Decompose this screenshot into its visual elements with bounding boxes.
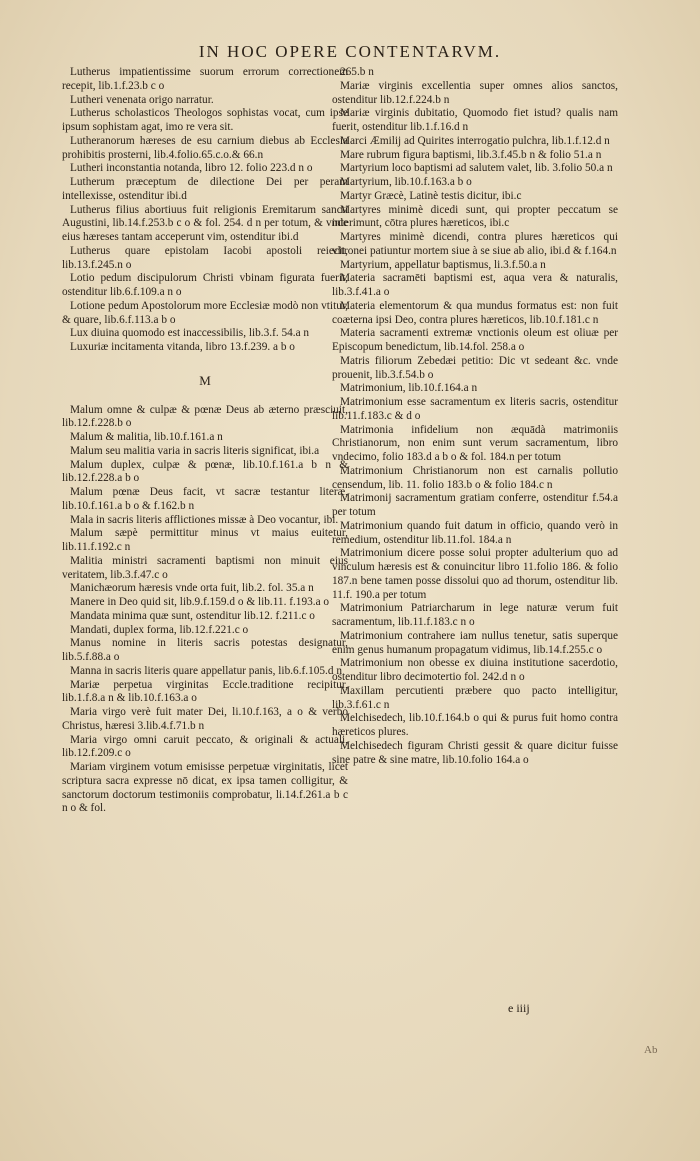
index-entry: Lutheranorum hæreses de esu carnium diebus ab Ecclesia prohibitis prosterni, lib.4.folio.65.c.o.& 66.n (62, 134, 348, 161)
index-entry: Lutherus scholasticos Theologos sophistas vocat, cum ipse ipsum sophistam agat, imo re vera sit. (62, 107, 348, 133)
index-entry: Mariæ perpetua virginitas Eccle.traditione recipitur, lib.1.f.8.a n & lib.10.f.163.a o (62, 678, 348, 705)
index-entry: Manere in Deo quid sit, lib.9.f.159.d o & lib.11. f.193.a o (70, 596, 330, 608)
index-entry: Mare rubrum figura baptismi, lib.3.f.45.b n & folio 51.a n (340, 148, 602, 161)
index-entry: Mariæ virginis excellentia super omnes alios sanctos, ostenditur lib.12.f.224.b n (332, 79, 618, 106)
index-entry: Malum pœnæ Deus facit, vt sacræ testantur literæ, lib.10.f.161.a b o & f.162.b n (62, 486, 348, 512)
index-entry: Malum sæpè permittitur minus vt maius euitetur, lib.11.f.192.c n (62, 527, 348, 553)
index-entry: Lutherus quare epistolam Iacobi apostoli reiecit, lib.13.f.245.n o (62, 244, 348, 271)
index-entry: Mala in sacris literis afflictiones missæ à Deo vocantur, ibi. (70, 513, 339, 526)
index-entry: Malitia ministri sacramenti baptismi non minuit eius veritatem, lib.3.f.47.c o (62, 554, 348, 581)
index-entry: Mandata minima quæ sunt, ostenditur lib.12. f.211.c o (70, 609, 315, 622)
index-entry: Luxuriæ incitamenta vitanda, libro 13.f.239. a b o (70, 341, 295, 353)
index-entry: Maria virgo omni caruit peccato, & originali & actuali, lib.12.f.209.c o (62, 733, 348, 760)
index-entry: Matrimonium, lib.10.f.164.a n (340, 382, 478, 395)
index-entry: Matrimonium quando fuit datum in officio, quando verò in remedium, ostenditur lib.11.fol. 184.a n (332, 519, 618, 546)
index-entry: Matrimonium Patriarcharum in lege naturæ verum fuit sacramentum, lib.11.f.183.c n o (332, 602, 618, 628)
index-entry: Martyrium, lib.10.f.163.a b o (340, 176, 472, 188)
index-entry: Martyres minimè dicendi, contra plures hæreticos qui vltronei patiuntur mortem siue à se siue ab alio, ibi.d & f.164.n (332, 231, 618, 257)
index-entry: Materia sacramēti baptismi est, aqua vera & naturalis, lib.3.f.41.a o (332, 272, 618, 298)
index-entry: Matrimonia infidelium non æquādà matrimoniis Christianorum, non enim sunt verum sacramentum, libro vndecimo, folio 183.d a b o & fol. 184.n per totum (332, 423, 618, 463)
index-entry: Matrimonium dicere posse solui propter adulterium quo ad vinculum hæresis est & conuincitur libro 11.folio 186. & folio 187.n bene tamen posse dissolui quo ad thorum, ostenditur lib. 11.f. 190.a per totum (332, 547, 618, 601)
index-entry: Malum duplex, culpæ & pœnæ, lib.10.f.161.a b n & lib.12.f.228.a b o (62, 458, 348, 485)
index-entry: Matrimonium non obesse ex diuina institutione sacerdotio, ostenditur libro decimotertio fol. 242.d n o (332, 657, 618, 683)
index-entry: Matrimonium contrahere iam nullus tenetur, satis superque enim genus humanum propagatum vidimus, lib.14.f.255.c o (332, 629, 618, 656)
left-entries-m (62, 404, 348, 817)
right-entries-m (332, 66, 618, 767)
index-entry: Matrimonium esse sacramentum ex literis sacris, ostenditur lib.11.f.183.c & d o (332, 396, 618, 422)
index-entry: Lotione pedum Apostolorum more Ecclesiæ modò non vtitur, & quare, lib.6.f.113.a b o (62, 299, 348, 326)
index-entry: Mariæ virginis dubitatio, Quomodo fiet istud? qualis nam fuerit, ostenditur lib.1.f.16.d n (332, 107, 618, 133)
running-head: IN HOC OPERE CONTENTARVM. (198, 42, 502, 61)
catchword: Ab (644, 1044, 658, 1056)
index-entry: Manna in sacris literis quare appellatur panis, lib.6.f.105.d n (70, 664, 342, 677)
index-entry: Lutherus filius abortiuus fuit religionis Eremitarum sancti Augustini, lib.14.f.253.b c o & fol. 254. d n per totum, & vnde eius hæreses tantam acceperunt vim, ostenditur ibi.d (62, 203, 348, 243)
index-entry: Mandati, duplex forma, lib.12.f.221.c o (70, 623, 249, 636)
index-column-left (62, 66, 348, 816)
index-entry: Lutheri venenata origo narratur. (70, 93, 214, 106)
index-entry: Lutherus impatientissime suorum errorum correctionem recepit, lib.1.f.23.b c o (62, 66, 348, 92)
left-entries-l (62, 66, 348, 355)
index-column-right (332, 66, 618, 767)
index-entry: Malum omne & culpæ & pœnæ Deus ab æterno præsciuit, lib.12.f.228.b o (62, 403, 348, 430)
index-entry: Melchisedech, lib.10.f.164.b o qui & purus fuit homo contra hæreticos plures. (332, 712, 618, 738)
signature-mark: e iiij (508, 1001, 530, 1015)
index-entry: Manus nomine in literis sacris potestas designatur, lib.5.f.88.a o (62, 637, 348, 663)
index-entry: Marci Æmilij ad Quirites interrogatio pulchra, lib.1.f.12.d n (340, 134, 610, 147)
index-entry: Mariam virginem votum emisisse perpetuæ virginitatis, licet scriptura sacra expresse nō dicat, ex ipsa tamen colligitur, & sanctorum doctorum testimoniis comprobatur, li.14.f.261.a b c n o & fol. (62, 761, 348, 815)
index-entry: Malum seu malitia varia in sacris literis significat, ibi.a (70, 444, 320, 457)
index-entry: Matris filiorum Zebedæi petitio: Dic vt sedeant &c. vnde prouenit, lib.3.f.54.b o (332, 354, 618, 381)
index-entry: Manichæorum hæresis vnde orta fuit, lib.2. fol. 35.a n (70, 582, 314, 595)
index-entry: Materia elementorum & qua mundus formatus est: non fuit coæterna ipsi Deo, contra plures hæreticos, lib.10.f.181.c n (332, 299, 618, 326)
index-entry: Maxillam percutienti præbere quo pacto intelligitur, lib.3.f.61.c n (332, 684, 618, 711)
index-entry: Melchisedech figuram Christi gessit & quare dicitur fuisse sine patre & sine matre, lib.10.folio 164.a o (332, 739, 618, 766)
section-letter: M (199, 372, 211, 388)
index-entry: Lutherum præceptum de dilectione Dei per peram intellexisse, ostenditur ibi.d (62, 176, 348, 202)
index-entry: Matrimonij sacramentum gratiam conferre, ostenditur f.54.a per totum (332, 492, 618, 518)
index-entry: Martyr Græcè, Latinè testis dicitur, ibi.c (340, 189, 522, 202)
index-entry: Lutheri inconstantia notanda, libro 12. folio 223.d n o (70, 162, 313, 175)
index-entry: Malum & malitia, lib.10.f.161.a n (70, 431, 223, 443)
index-entry: Lotio pedum discipulorum Christi vbinam figurata fuerit, ostenditur lib.6.f.109.a n o (62, 272, 348, 298)
index-entry: Matrimonium Christianorum non est carnalis pollutio censendum, lib. 11. folio 183.b o & folio 184.c n (332, 464, 618, 491)
index-entry: Materia sacramenti extremæ vnctionis oleum est oliuæ per Episcopum benedictum, lib.14.fol. 258.a o (332, 327, 618, 353)
index-entry: 265.b n (340, 66, 374, 78)
index-entry: Martyres minimè dicedi sunt, qui propter peccatum se interimunt, cōtra plures hæreticos, ibi.c (332, 203, 618, 230)
index-entry: Martyrium loco baptismi ad salutem valet, lib. 3.folio 50.a n (340, 162, 613, 175)
index-entry: Lux diuina quomodo est inaccessibilis, lib.3.f. 54.a n (70, 327, 310, 340)
index-entry: Maria virgo verè fuit mater Dei, li.10.f.163, a o & verbo Christus, hæresi 3.lib.4.f.71.b n (62, 706, 348, 732)
index-entry: Martyrium, appellatur baptismus, li.3.f.50.a n (340, 258, 546, 271)
